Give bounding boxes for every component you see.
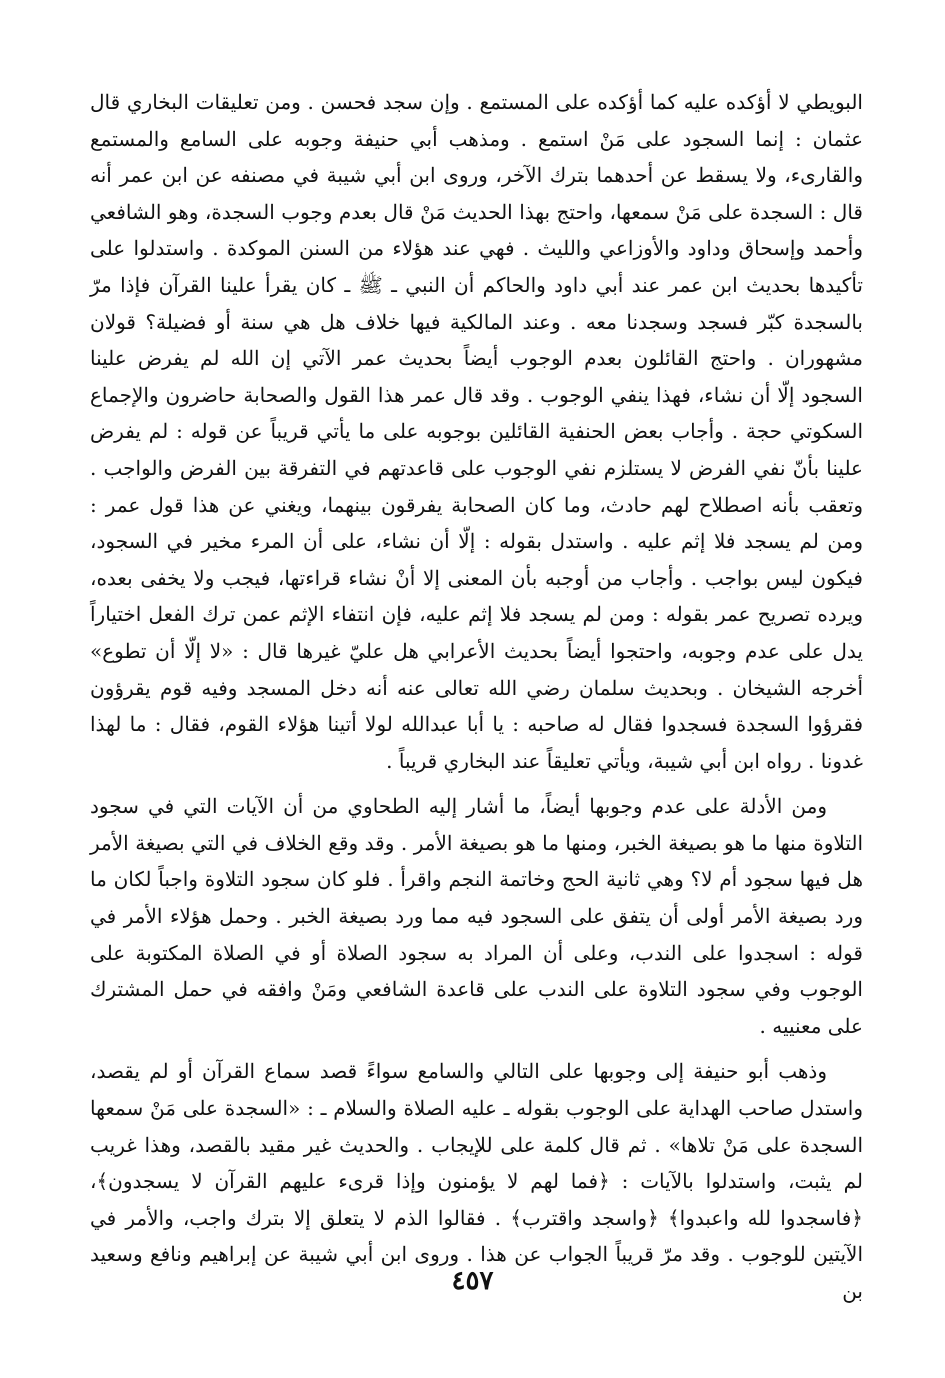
page-number: ٤٥٧: [451, 1266, 494, 1296]
paragraph-1: البويطي لا أؤكده عليه كما أؤكده على المستمع . وإن سجد فحسن . ومن تعليقات البخاري قال عثمان : إنما السجود على مَنْ استمع . ومذهب أبي حنيفة وجوبه على السامع والمستمع والقارىء، ولا يسقط عن أحدهما بترك الآخر، وروى ابن أبي شيبة في مصنفه عن ابن عمر أنه قال : السجدة على مَنْ سمعها، واحتج بهذا الحديث مَنْ قال بعدم وجوب السجدة، وهو الشافعي وأحمد وإسحاق وداود والأوزاعي والليث . فهي عند هؤلاء من السنن الموكدة . واستدلوا على تأكيدها بحديث ابن عمر عند أبي داود والحاكم أن النبي ـ ﷺ ـ كان يقرأ علينا القرآن فإذا مرّ بالسجدة كبّر فسجد وسجدنا معه . وعند المالكية فيها خلاف هل هي سنة أو فضيلة؟ قولان مشهوران . واحتج القائلون بعدم الوجوب أيضاً بحديث عمر الآتي إن الله لم يفرض علينا السجود إلّا أن نشاء، فهذا ينفي الوجوب . وقد قال عمر هذا القول والصحابة حاضرون والإجماع السكوتي حجة . وأجاب بعض الحنفية القائلين بوجوبه على ما يأتي قريباً عن قوله : لم يفرض علينا بأنّ نفي الفرض لا يستلزم نفي الوجوب على قاعدتهم في التفرقة بين الفرض والواجب . وتعقب بأنه اصطلاح لهم حادث، وما كان الصحابة يفرقون بينهما، ويغني عن هذا قول عمر : ومن لم يسجد فلا إثم عليه . واستدل بقوله : إلّا أن نشاء، على أن المرء مخير في السجود، فيكون ليس بواجب . وأجاب من أوجبه بأن المعنى إلا أنْ نشاء قراءتها، فيجب ولا يخفى بعده، ويرده تصريح عمر بقوله : ومن لم يسجد فلا إثم عليه، فإن انتفاء الإثم عمن ترك الفعل اختياراً يدل على عدم وجوبه، واحتجوا أيضاً بحديث الأعرابي هل عليّ غيرها قال : «لا إلّا أن تطوع» أخرجه الشيخان . وبحديث سلمان رضي الله تعالى عنه أنه دخل المسجد وفيه قوم يقرؤون فقرؤوا السجدة فسجدوا فقال له صاحبه : يا أبا عبدالله لولا أتينا هؤلاء القوم، فقال : ما لهذا غدونا . رواه ابن أبي شيبة، ويأتي تعليقاً عند البخاري قريباً .: [90, 90, 863, 773]
paragraph-3: وذهب أبو حنيفة إلى وجوبها على التالي والسامع سواءً قصد سماع القرآن أو لم يقصد، واستدل صاحب الهداية على الوجوب بقوله ـ عليه الصلاة والسلام ـ : «السجدة على مَنْ سمعها السجدة على مَنْ تلاها» . ثم قال كلمة على للإيجاب . والحديث غير مقيد بالقصد، وهذا غريب لم يثبت، واستدلوا بالآيات : ﴿فما لهم لا يؤمنون وإذا قرىء عليهم القرآن لا يسجدون﴾، ﴿فاسجدوا لله واعبدوا﴾ ﴿واسجد واقترب﴾ . فقالوا الذم لا يتعلق إلا بترك واجب، والأمر في الآيتين للوجوب . وقد مرّ قريباً الجواب عن هذا . وروى ابن أبي شيبة عن إبراهيم ونافع وسعيد بن: [90, 1059, 864, 1303]
paragraph-2: ومن الأدلة على عدم وجوبها أيضاً، ما أشار إليه الطحاوي من أن الآيات التي في سجود التلاوة منها ما هو بصيغة الخبر، ومنها ما هو بصيغة الأمر . وقد وقع الخلاف في التي بصيغة الأمر هل فيها سجود أم لا؟ وهي ثانية الحج وخاتمة النجم واقرأ . فلو كان سجود التلاوة واجباً لكان ما ورد بصيغة الأمر أولى أن يتفق على السجود فيه مما ورد بصيغة الخبر . وحمل هؤلاء الأمر في قوله : اسجدوا على الندب، وعلى أن المراد به سجود الصلاة أو في الصلاة المكتوبة على الوجوب وفي سجود التلاوة على الندب على قاعدة الشافعي ومَنْ وافقه في حمل المشترك على معنييه .: [90, 794, 864, 1038]
